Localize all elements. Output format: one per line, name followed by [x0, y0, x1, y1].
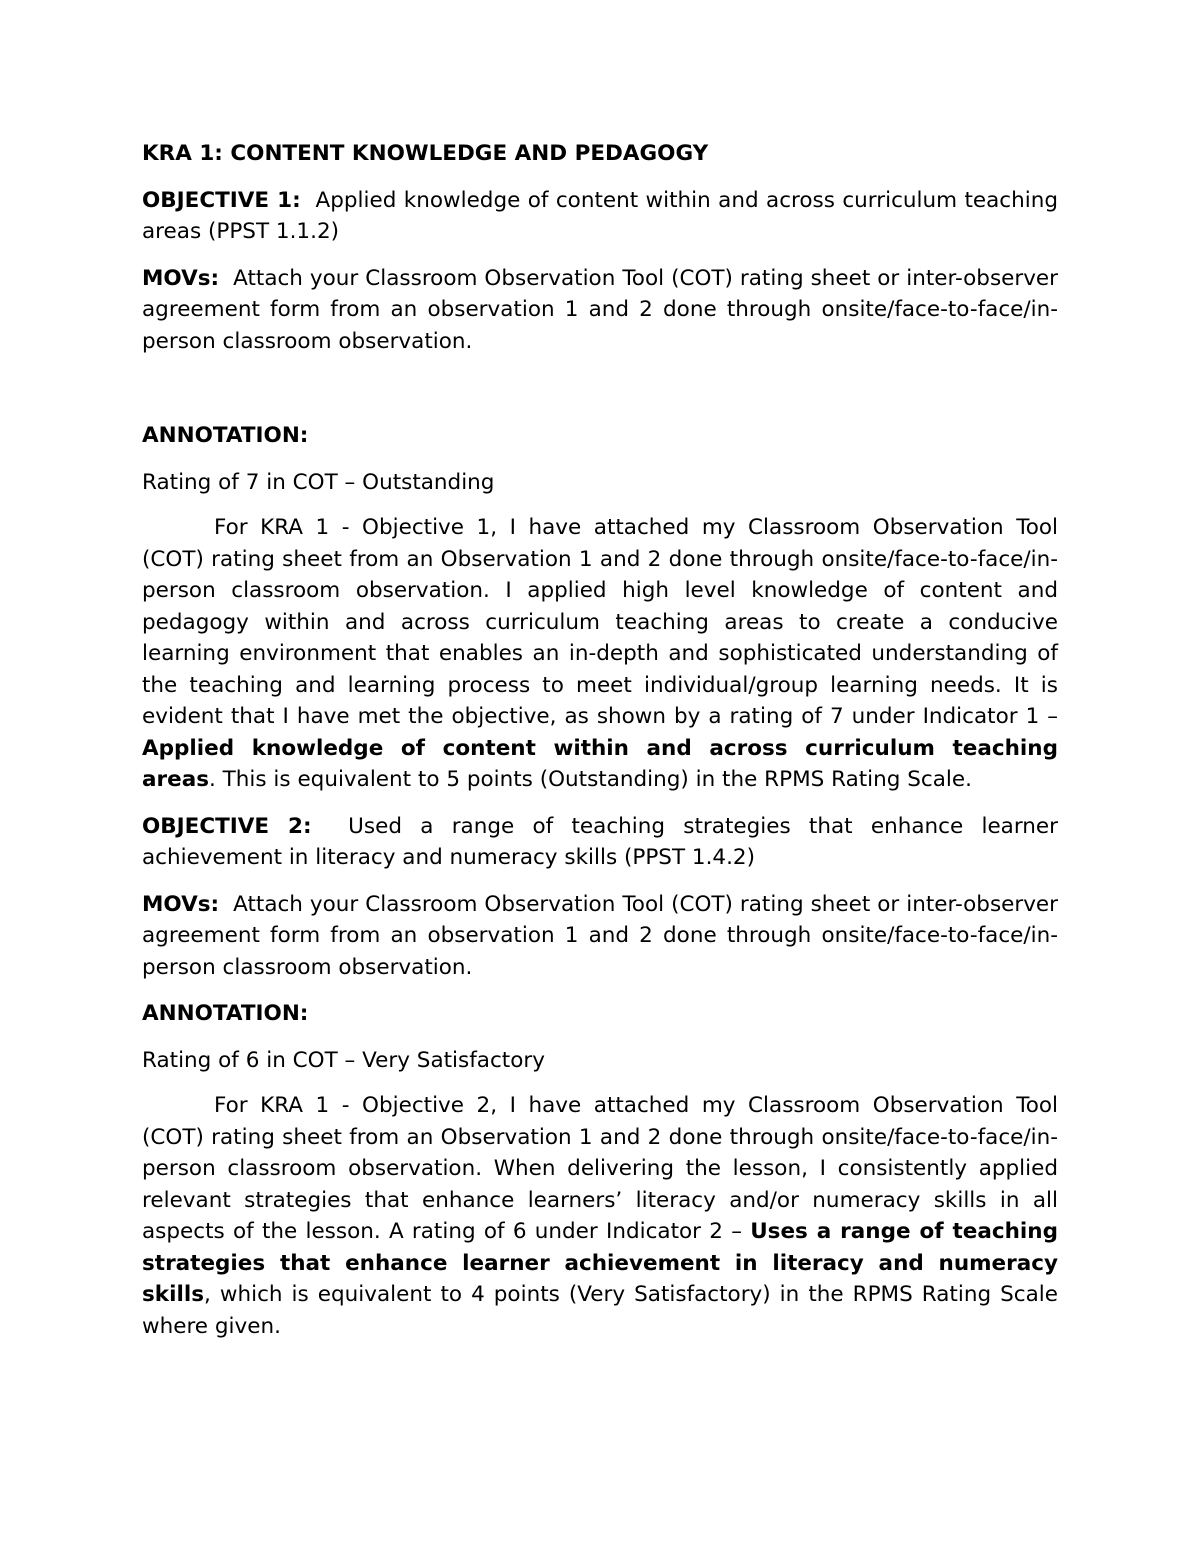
objective-1-text: Applied knowledge of content within and across curriculum teaching areas (PPST 1.1.2) — [142, 187, 1058, 244]
annotation-1-text-a: For KRA 1 - Objective 1, I have attached my Classroom Observation Tool (COT) rating sheet from an Observation 1 and 2 done through onsite/face-to-face/in-person classroom observation. I applied high level knowledge of content and pedagogy within and across curriculum teaching areas to create a conducive learning environment that enables an in-depth and sophisticated understanding of the teaching and learning process to meet individual/group learning needs. It is evident that I have met the objective, as shown by a rating of 7 under Indicator 1 – — [142, 515, 1058, 729]
objective-2-text: Used a range of teaching strategies that enhance learner achievement in literacy and numeracy skills (PPST 1.4.2) — [142, 813, 1058, 870]
movs-2-label: MOVs: — [142, 891, 220, 917]
rating-2: Rating of 6 in COT – Very Satisfactory — [142, 1047, 545, 1073]
objective-2 — [142, 811, 1058, 874]
annotation-2-label: ANNOTATION: — [142, 1001, 309, 1026]
annotation-2-text-b: , which is equivalent to 4 points (Very Satisfactory) in the RPMS Rating Scale where given. — [142, 1282, 1058, 1339]
annotation-1-paragraph — [142, 512, 1058, 796]
annotation-2-paragraph — [142, 1090, 1058, 1342]
indicator-2-title: Uses a range of teaching strategies that enhance learner achievement in literacy and numeracy skills — [142, 1219, 1058, 1307]
indicator-1-title: Applied knowledge of content within and across curriculum teaching areas — [142, 735, 1058, 792]
objective-1 — [142, 185, 1058, 248]
movs-2-text: Attach your Classroom Observation Tool (COT) rating sheet or inter-observer agreement form from an observation 1 and 2 done through onsite/face-to-face/in-person classroom observation. — [142, 891, 1059, 980]
movs-1-text: Attach your Classroom Observation Tool (COT) rating sheet or inter-observer agreement form from an observation 1 and 2 done through onsite/face-to-face/in-person classroom observation. — [142, 265, 1059, 354]
movs-1-label: MOVs: — [142, 265, 220, 291]
kra-heading: KRA 1: CONTENT KNOWLEDGE AND PEDAGOGY — [142, 141, 709, 166]
objective-2-movs — [142, 889, 1058, 984]
objective-1-label: OBJECTIVE 1: — [142, 187, 301, 213]
document-page — [142, 138, 1058, 1342]
annotation-1-label: ANNOTATION: — [142, 423, 309, 448]
objective-2-label: OBJECTIVE 2: — [142, 813, 312, 839]
rating-1: Rating of 7 in COT – Outstanding — [142, 469, 495, 495]
annotation-2-text-a: For KRA 1 - Objective 2, I have attached my Classroom Observation Tool (COT) rating sheet from an Observation 1 and 2 done through onsite/face-to-face/in-person classroom observation. When delivering the lesson, I consistently applied relevant strategies that enhance learners’ literacy and/or numeracy skills in all aspects of the lesson. A rating of 6 under Indicator 2 – — [142, 1093, 1058, 1244]
objective-1-movs — [142, 263, 1058, 358]
annotation-1-text-b: . This is equivalent to 5 points (Outstanding) in the RPMS Rating Scale. — [209, 767, 972, 792]
